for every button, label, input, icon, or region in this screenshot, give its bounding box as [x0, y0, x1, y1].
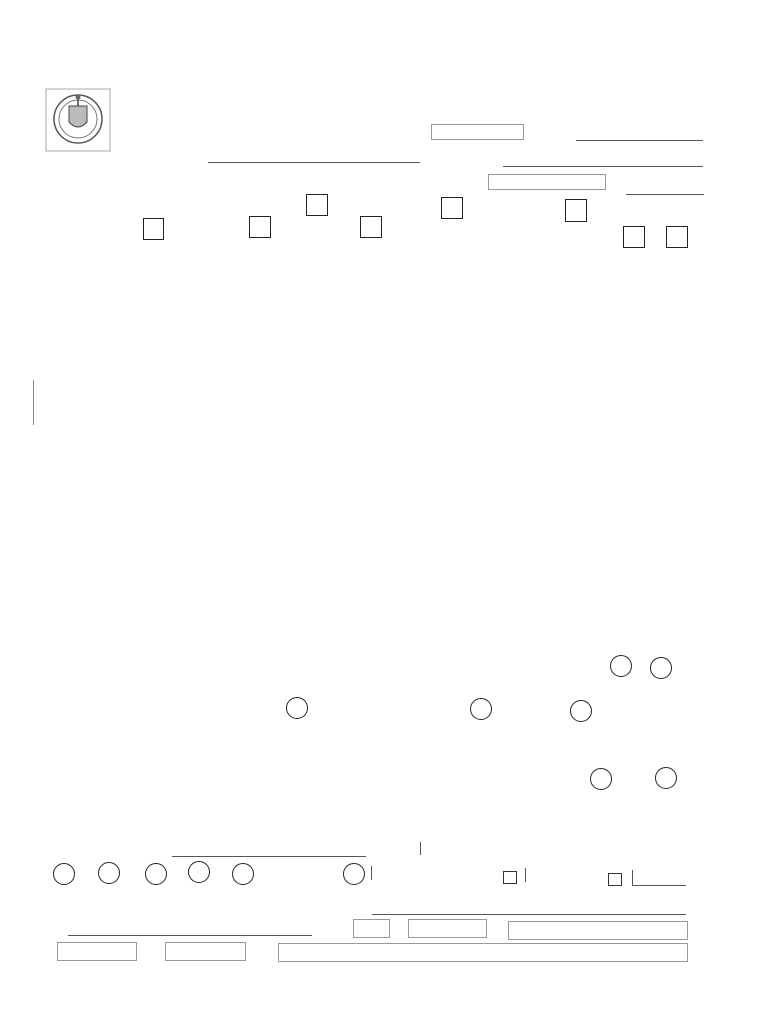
- zip-field[interactable]: [408, 919, 487, 938]
- plans-no-checkbox[interactable]: [666, 226, 688, 248]
- replacement-checkbox[interactable]: [360, 216, 382, 238]
- llc-checkbox[interactable]: [608, 873, 622, 886]
- liability-policy-radio[interactable]: [286, 697, 308, 719]
- llc-number-field[interactable]: [632, 885, 686, 886]
- floors-grid: [234, 252, 718, 596]
- state-seal: [43, 86, 113, 154]
- insurance-no-radio[interactable]: [650, 657, 672, 679]
- residential-checkbox[interactable]: [565, 199, 587, 222]
- state-field[interactable]: [353, 919, 390, 938]
- company-city-field[interactable]: [68, 935, 312, 936]
- corporation-radio[interactable]: [343, 863, 365, 885]
- partnership-checkbox[interactable]: [503, 871, 517, 884]
- company-address-field[interactable]: [372, 914, 686, 915]
- jgf-radio[interactable]: [188, 861, 210, 883]
- company-tel-field[interactable]: [508, 921, 688, 940]
- fax-field[interactable]: [626, 194, 704, 195]
- mgf-radio[interactable]: [98, 862, 120, 884]
- owners-name-field[interactable]: [503, 166, 703, 167]
- plans-yes-checkbox[interactable]: [623, 226, 645, 248]
- company-fax-field[interactable]: [57, 942, 137, 961]
- jp-radio[interactable]: [145, 863, 167, 885]
- cell-field[interactable]: [165, 942, 246, 961]
- jobsite-address-field[interactable]: [208, 162, 420, 163]
- commercial-checkbox[interactable]: [306, 194, 328, 216]
- date-field[interactable]: [431, 124, 524, 140]
- mp-radio[interactable]: [53, 863, 75, 885]
- insurance-yes-radio[interactable]: [610, 655, 632, 677]
- other-indemnity-radio[interactable]: [470, 698, 492, 720]
- lpgi-radio[interactable]: [232, 863, 254, 885]
- gasfitter-name-field[interactable]: [172, 856, 366, 857]
- bond-radio[interactable]: [570, 700, 592, 722]
- owner-radio[interactable]: [590, 768, 612, 790]
- email-field[interactable]: [278, 943, 688, 962]
- tel-field[interactable]: [488, 174, 606, 190]
- agent-radio[interactable]: [655, 767, 677, 789]
- educational-checkbox[interactable]: [441, 197, 463, 219]
- renovation-checkbox[interactable]: [249, 216, 271, 238]
- new-checkbox[interactable]: [143, 218, 164, 240]
- permit-field[interactable]: [576, 140, 703, 141]
